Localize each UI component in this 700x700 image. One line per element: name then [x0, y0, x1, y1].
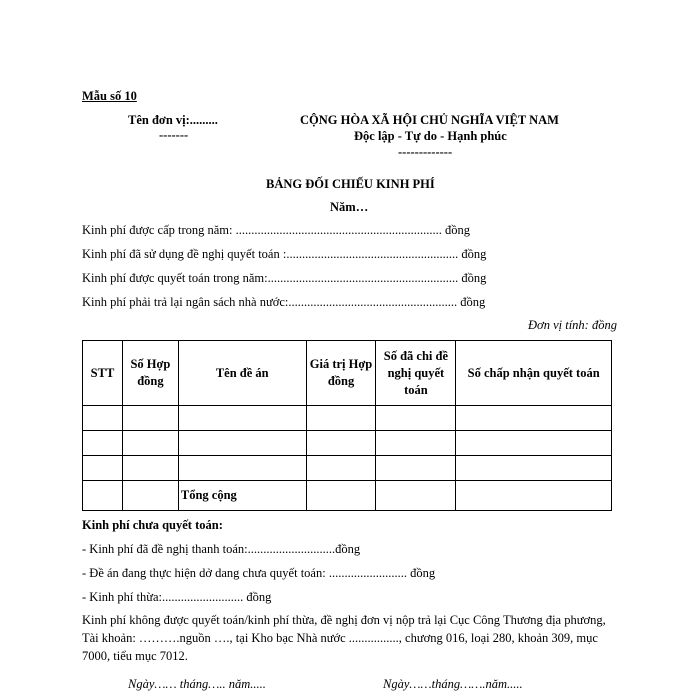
currency-unit-value: đồng: [591, 318, 617, 332]
table-header-row: [83, 341, 612, 406]
unsettled-item-surplus: - Kinh phí thừa:.......................... đồng: [82, 590, 272, 604]
header-amount-accepted: Số chấp nhận quyết toán: [456, 341, 612, 406]
table-row: [83, 456, 612, 481]
unsettled-item-in-progress: - Đề án đang thực hiện dở dang chưa quyết toán: ......................... đồng: [82, 566, 436, 580]
refund-paragraph: Kinh phí không được quyết toán/kinh phí thừa, đề nghị đơn vị nộp trả lại Cục Công Thương địa phương, Tài khoản: ……….nguồn …., tại Kho bạc Nhà nước ................, chương 016, loại 280, khoản 309, mục 7000, tiểu mục 7012.: [82, 613, 606, 663]
reconciliation-table: [82, 340, 612, 511]
funding-settled-line: Kinh phí được quyết toán trong năm:............................................................. đồng: [82, 271, 487, 285]
header-amount-spent: Số đã chi đề nghị quyết toán: [376, 341, 456, 406]
funding-refund-line: Kinh phí phải trả lại ngân sách nhà nước:...................................................... đồng: [82, 295, 486, 309]
year-line: Năm…: [330, 200, 369, 214]
date-right: Ngày……tháng…….năm.....: [383, 677, 523, 691]
header-stt: STT: [83, 341, 123, 406]
document-title: BẢNG ĐỐI CHIẾU KINH PHÍ: [266, 177, 435, 191]
motto-divider: -------------: [398, 145, 453, 159]
motto: Độc lập - Tự do - Hạnh phúc: [354, 129, 507, 143]
funding-used-line: Kinh phí đã sử dụng đề nghị quyết toán :....................................................... đồng: [82, 247, 487, 261]
unsettled-item-requested: - Kinh phí đã đề nghị thanh toán:............................đồng: [82, 542, 361, 556]
unsettled-heading: Kinh phí chưa quyết toán:: [82, 518, 223, 532]
table-total-row: [83, 481, 612, 511]
form-number: Mẫu số 10: [82, 89, 137, 103]
date-left: Ngày…… tháng….. năm.....: [128, 677, 266, 691]
funding-granted-line: Kinh phí được cấp trong năm: .................................................................. đồng: [82, 223, 471, 237]
currency-unit-label: Đơn vị tính:: [528, 318, 589, 332]
unit-name: Tên đơn vị:.........: [128, 113, 218, 127]
table-row: [83, 406, 612, 431]
header-contract-no: Số Hợp đồng: [122, 341, 178, 406]
header-contract-value: Giá trị Hợp đồng: [306, 341, 376, 406]
table-row: [83, 431, 612, 456]
header-project-name: Tên đề án: [178, 341, 306, 406]
republic-header: CỘNG HÒA XÃ HỘI CHỦ NGHĨA VIỆT NAM: [300, 113, 559, 127]
total-label: Tổng cộng: [178, 481, 306, 511]
currency-unit: [528, 318, 617, 333]
unit-divider: -------: [159, 128, 189, 142]
